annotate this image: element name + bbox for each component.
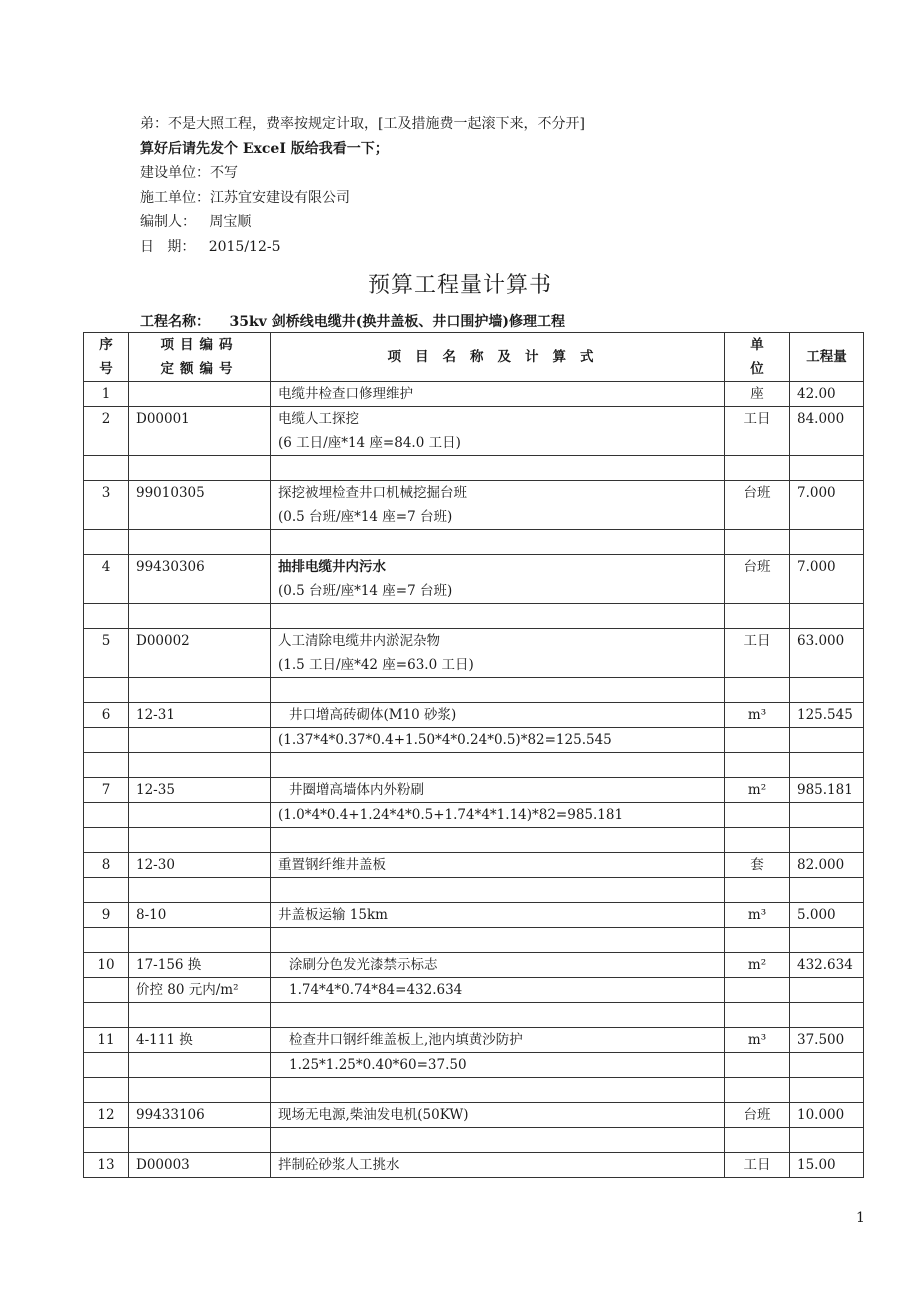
cell-seq: 7 (84, 778, 129, 803)
cell-qty: 7.000 (790, 555, 864, 604)
cell-qty: 432.634 (790, 953, 864, 978)
blank-row (84, 1078, 864, 1103)
cell-code: 99433106 (129, 1103, 271, 1128)
cell-seq: 9 (84, 903, 129, 928)
blank-row (84, 828, 864, 853)
blank-row (84, 678, 864, 703)
item-name: 人工清除电缆井内淤泥杂物 (278, 633, 440, 649)
header-name: 项目名称及计算式 (271, 333, 725, 382)
item-formula: (6 工日/座*14 座=84.0 工日) (278, 435, 461, 451)
cell-name: 拌制砼砂浆人工挑水 (271, 1153, 725, 1178)
cell-seq: 11 (84, 1028, 129, 1053)
cell-qty: 63.000 (790, 629, 864, 678)
cell-qty: 84.000 (790, 407, 864, 456)
cell-unit: m³ (725, 703, 790, 728)
cell-qty: 15.00 (790, 1153, 864, 1178)
cell-unit: m² (725, 953, 790, 978)
table-row (84, 903, 864, 928)
header-text: 位 (750, 361, 764, 377)
blank-row (84, 530, 864, 555)
cell-name (271, 555, 725, 604)
document-title: 预算工程量计算书 (367, 273, 552, 298)
cell-qty: 37.500 (790, 1028, 864, 1053)
cell-seq: 3 (84, 481, 129, 530)
cell-unit: 工日 (725, 1153, 790, 1178)
cell-name: 重置钢纤维井盖板 (271, 853, 725, 878)
cell-code: 12-35 (129, 778, 271, 803)
cell-name: 井口增高砖砌体(M10 砂浆) (271, 703, 725, 728)
cell-formula: (1.37*4*0.37*0.4+1.50*4*0.24*0.5)*82=125.545 (271, 728, 725, 753)
cell-seq: 6 (84, 703, 129, 728)
formula-row (84, 1053, 864, 1078)
cell-qty: 985.181 (790, 778, 864, 803)
table-header-row (84, 333, 864, 382)
table-row (84, 1153, 864, 1178)
cell-code: 17-156 换 (129, 953, 271, 978)
cell-code: 12-30 (129, 853, 271, 878)
item-name: 电缆人工探挖 (278, 411, 359, 427)
table-row (84, 1028, 864, 1053)
blank-row (84, 456, 864, 481)
page-number: 1 (856, 1210, 865, 1226)
cell-formula: (1.0*4*0.4+1.24*4*0.5+1.74*4*1.14)*82=985.181 (271, 803, 725, 828)
header-text: 项目编码 (160, 337, 239, 353)
cell-qty: 5.000 (790, 903, 864, 928)
table-row (84, 953, 864, 978)
cell-code: 99430306 (129, 555, 271, 604)
table-row (84, 629, 864, 678)
item-formula: (0.5 台班/座*14 座=7 台班) (278, 509, 453, 525)
blank-row (84, 604, 864, 629)
note-line: 施工单位：江苏宜安建设有限公司 (140, 189, 350, 206)
cell-seq: 1 (84, 382, 129, 407)
cell-seq: 10 (84, 953, 129, 978)
table-row (84, 481, 864, 530)
header-text: 单 (750, 337, 764, 353)
cell-code: 99010305 (129, 481, 271, 530)
cell-unit: m² (725, 778, 790, 803)
table-row (84, 853, 864, 878)
cell-formula: 1.74*4*0.74*84=432.634 (271, 978, 725, 1003)
cell-code-note: 价控 80 元内/m² (129, 978, 271, 1003)
cell-qty: 10.000 (790, 1103, 864, 1128)
note-line: 算好后请先发个 ExceI 版给我看一下； (140, 140, 389, 157)
blank-row (84, 878, 864, 903)
item-formula: (0.5 台班/座*14 座=7 台班) (278, 583, 453, 599)
table-row (84, 778, 864, 803)
cell-code: D00003 (129, 1153, 271, 1178)
cell-formula: 1.25*1.25*0.40*60=37.50 (271, 1053, 725, 1078)
blank-row (84, 753, 864, 778)
cell-name: 检查井口钢纤维盖板上,池内填黄沙防护 (271, 1028, 725, 1053)
table-row (84, 1103, 864, 1128)
cell-unit: 工日 (725, 407, 790, 456)
formula-row (84, 728, 864, 753)
header-text: 定额编号 (160, 361, 239, 377)
cell-unit: 工日 (725, 629, 790, 678)
cell-unit: 套 (725, 853, 790, 878)
cell-code: 4-111 换 (129, 1028, 271, 1053)
cell-seq: 5 (84, 629, 129, 678)
cell-unit: m³ (725, 903, 790, 928)
table-row (84, 555, 864, 604)
quantity-table (83, 332, 864, 1178)
cell-code: 12-31 (129, 703, 271, 728)
blank-row (84, 928, 864, 953)
note-line: 日 期： 2015/12-5 (140, 238, 281, 255)
cell-code (129, 382, 271, 407)
header-unit (725, 333, 790, 382)
cell-qty: 7.000 (790, 481, 864, 530)
cell-seq: 12 (84, 1103, 129, 1128)
project-label: 工程名称： (140, 314, 210, 330)
cell-qty: 82.000 (790, 853, 864, 878)
cell-name: 现场无电源,柴油发电机(50KW) (271, 1103, 725, 1128)
project-value: 35kv 剑桥线电缆井(换井盖板、井口围护墙)修理工程 (229, 314, 565, 330)
item-name: 探挖被埋检查井口机械挖掘台班 (278, 485, 467, 501)
cell-unit: 台班 (725, 481, 790, 530)
table-row (84, 382, 864, 407)
cell-seq: 13 (84, 1153, 129, 1178)
cell-name (271, 629, 725, 678)
header-qty: 工程量 (790, 333, 864, 382)
cell-unit: m³ (725, 1028, 790, 1053)
formula-row (84, 978, 864, 1003)
cell-code: D00002 (129, 629, 271, 678)
cell-seq: 4 (84, 555, 129, 604)
cell-qty: 125.545 (790, 703, 864, 728)
cell-code: 8-10 (129, 903, 271, 928)
cell-unit: 座 (725, 382, 790, 407)
cell-qty: 42.00 (790, 382, 864, 407)
cell-name: 井圈增高墙体内外粉刷 (271, 778, 725, 803)
cell-name: 井盖板运输 15km (271, 903, 725, 928)
item-formula: (1.5 工日/座*42 座=63.0 工日) (278, 657, 474, 673)
cell-unit: 台班 (725, 555, 790, 604)
header-text: 号 (99, 361, 113, 377)
cell-name: 涂刷分色发光漆禁示标志 (271, 953, 725, 978)
formula-row (84, 803, 864, 828)
note-line: 编制人： 周宝顺 (140, 214, 252, 230)
item-name: 抽排电缆井内污水 (278, 559, 386, 575)
cell-unit: 台班 (725, 1103, 790, 1128)
header-code (129, 333, 271, 382)
blank-row (84, 1003, 864, 1028)
cell-name: 电缆井检查口修理维护 (271, 382, 725, 407)
blank-row (84, 1128, 864, 1153)
note-line: 建设单位：不写 (140, 165, 238, 181)
cell-code: D00001 (129, 407, 271, 456)
cell-seq: 2 (84, 407, 129, 456)
cell-name (271, 407, 725, 456)
cell-name (271, 481, 725, 530)
table-row (84, 703, 864, 728)
header-seq (84, 333, 129, 382)
project-name (140, 311, 565, 331)
header-text: 序 (99, 337, 113, 353)
cell-seq: 8 (84, 853, 129, 878)
note-line: 弟：不是大照工程，费率按规定计取，[工及措施费一起滚下来，不分开] (140, 116, 585, 132)
header-notes (140, 112, 585, 259)
table-row (84, 407, 864, 456)
